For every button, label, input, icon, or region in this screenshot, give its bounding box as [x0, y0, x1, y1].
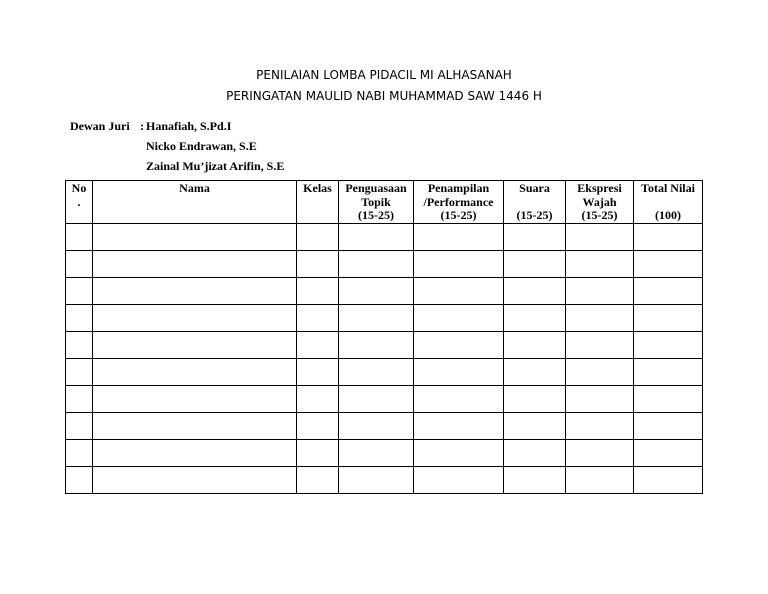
header-line: Penampilan: [427, 181, 490, 195]
cell-suara[interactable]: [504, 304, 566, 331]
cell-penampilan[interactable]: [414, 223, 504, 250]
cell-penampilan[interactable]: [414, 439, 504, 466]
cell-penampilan[interactable]: [414, 466, 504, 493]
cell-ekspresi[interactable]: [566, 385, 634, 412]
cell-no[interactable]: [66, 331, 93, 358]
cell-ekspresi[interactable]: [566, 439, 634, 466]
cell-total[interactable]: [634, 304, 703, 331]
table-row: [66, 385, 703, 412]
cell-no[interactable]: [66, 466, 93, 493]
cell-total[interactable]: [634, 223, 703, 250]
header-line: Nama: [179, 181, 210, 195]
cell-nama[interactable]: [93, 466, 297, 493]
col-header-penampilan: [414, 181, 504, 224]
cell-ekspresi[interactable]: [566, 304, 634, 331]
cell-penampilan[interactable]: [414, 385, 504, 412]
cell-suara[interactable]: [504, 466, 566, 493]
cell-penguasaan[interactable]: [339, 304, 414, 331]
cell-no[interactable]: [66, 304, 93, 331]
judge-row-1: [70, 119, 284, 139]
judges-colon: :: [140, 119, 144, 133]
cell-kelas[interactable]: [297, 385, 339, 412]
header-line: Kelas: [303, 181, 332, 195]
cell-ekspresi[interactable]: [566, 223, 634, 250]
cell-suara[interactable]: [504, 331, 566, 358]
header-line: (15-25): [581, 208, 618, 222]
cell-nama[interactable]: [93, 358, 297, 385]
judges-label: Dewan Juri: [70, 119, 130, 133]
cell-total[interactable]: [634, 412, 703, 439]
cell-total[interactable]: [634, 358, 703, 385]
cell-total[interactable]: [634, 277, 703, 304]
header-line: (15-25): [516, 208, 553, 222]
header-line: /Performance: [423, 194, 494, 209]
cell-no[interactable]: [66, 358, 93, 385]
header-line: (100): [655, 208, 681, 222]
table-header-row: [66, 181, 703, 224]
header-line: .: [77, 194, 81, 209]
header-line: No: [71, 181, 87, 195]
score-table: [65, 180, 703, 494]
cell-penguasaan[interactable]: [339, 439, 414, 466]
cell-nama[interactable]: [93, 304, 297, 331]
cell-penampilan[interactable]: [414, 277, 504, 304]
cell-ekspresi[interactable]: [566, 277, 634, 304]
header-line: Penguasaan: [345, 181, 407, 195]
cell-total[interactable]: [634, 385, 703, 412]
cell-kelas[interactable]: [297, 358, 339, 385]
cell-total[interactable]: [634, 466, 703, 493]
cell-penguasaan[interactable]: [339, 466, 414, 493]
judge-name: Hanafiah, S.Pd.I: [146, 119, 232, 133]
table-row: [66, 412, 703, 439]
cell-no[interactable]: [66, 250, 93, 277]
cell-no[interactable]: [66, 412, 93, 439]
table-row: [66, 439, 703, 466]
judge-row-3: [70, 159, 284, 179]
cell-suara[interactable]: [504, 412, 566, 439]
page-subtitle: PERINGATAN MAULID NABI MUHAMMAD SAW 1446 H: [226, 89, 542, 103]
cell-penguasaan[interactable]: [339, 250, 414, 277]
cell-penampilan[interactable]: [414, 304, 504, 331]
cell-total[interactable]: [634, 439, 703, 466]
cell-penguasaan[interactable]: [339, 412, 414, 439]
cell-total[interactable]: [634, 250, 703, 277]
cell-nama[interactable]: [93, 331, 297, 358]
cell-suara[interactable]: [504, 250, 566, 277]
cell-kelas[interactable]: [297, 439, 339, 466]
table-row: [66, 466, 703, 493]
judge-name: Zainal Mu’jizat Arifin, S.E: [146, 159, 285, 173]
col-header-kelas: [297, 181, 339, 224]
cell-no[interactable]: [66, 439, 93, 466]
cell-nama[interactable]: [93, 439, 297, 466]
cell-nama[interactable]: [93, 385, 297, 412]
header-line: Wajah: [582, 194, 617, 209]
cell-kelas[interactable]: [297, 304, 339, 331]
cell-penampilan[interactable]: [414, 250, 504, 277]
cell-kelas[interactable]: [297, 250, 339, 277]
judge-name: Nicko Endrawan, S.E: [146, 139, 257, 153]
col-header-no: [66, 181, 93, 224]
cell-suara[interactable]: [504, 439, 566, 466]
cell-kelas[interactable]: [297, 466, 339, 493]
col-header-penguasaan-topik: [339, 181, 414, 224]
cell-no[interactable]: [66, 223, 93, 250]
header-line: (15-25): [358, 208, 394, 222]
header-line: Ekspresi: [577, 181, 622, 195]
cell-penguasaan[interactable]: [339, 277, 414, 304]
cell-penguasaan[interactable]: [339, 331, 414, 358]
cell-penguasaan[interactable]: [339, 385, 414, 412]
cell-nama[interactable]: [93, 412, 297, 439]
header-line: Total Nilai: [641, 181, 695, 195]
header-line: [634, 196, 702, 210]
cell-penguasaan[interactable]: [339, 358, 414, 385]
page-title: PENILAIAN LOMBA PIDACIL MI ALHASANAH: [256, 68, 512, 82]
cell-ekspresi[interactable]: [566, 358, 634, 385]
cell-ekspresi[interactable]: [566, 466, 634, 493]
cell-nama[interactable]: [93, 223, 297, 250]
col-header-suara: [504, 181, 566, 224]
col-header-ekspresi-wajah: [566, 181, 634, 224]
cell-suara[interactable]: [504, 277, 566, 304]
cell-penguasaan[interactable]: [339, 223, 414, 250]
table-row: [66, 277, 703, 304]
cell-kelas[interactable]: [297, 223, 339, 250]
header-line: Topik: [361, 194, 391, 209]
header-line: [504, 196, 565, 210]
table-row: [66, 304, 703, 331]
cell-kelas[interactable]: [297, 412, 339, 439]
cell-kelas[interactable]: [297, 277, 339, 304]
cell-penampilan[interactable]: [414, 412, 504, 439]
cell-no[interactable]: [66, 385, 93, 412]
header-line: Suara: [519, 181, 550, 195]
cell-no[interactable]: [66, 277, 93, 304]
judges-block: [70, 119, 284, 179]
cell-nama[interactable]: [93, 250, 297, 277]
cell-total[interactable]: [634, 331, 703, 358]
header-line: (15-25): [440, 208, 477, 222]
cell-suara[interactable]: [504, 358, 566, 385]
cell-suara[interactable]: [504, 385, 566, 412]
table-row: [66, 331, 703, 358]
cell-penampilan[interactable]: [414, 358, 504, 385]
col-header-nama: [93, 181, 297, 224]
cell-penampilan[interactable]: [414, 331, 504, 358]
table-row: [66, 358, 703, 385]
table-row: [66, 250, 703, 277]
table-row: [66, 223, 703, 250]
cell-ekspresi[interactable]: [566, 250, 634, 277]
cell-suara[interactable]: [504, 223, 566, 250]
cell-nama[interactable]: [93, 277, 297, 304]
judge-row-2: [70, 139, 284, 159]
table-body: [66, 223, 703, 493]
cell-kelas[interactable]: [297, 331, 339, 358]
cell-ekspresi[interactable]: [566, 331, 634, 358]
col-header-total-nilai: [634, 181, 703, 224]
cell-ekspresi[interactable]: [566, 412, 634, 439]
